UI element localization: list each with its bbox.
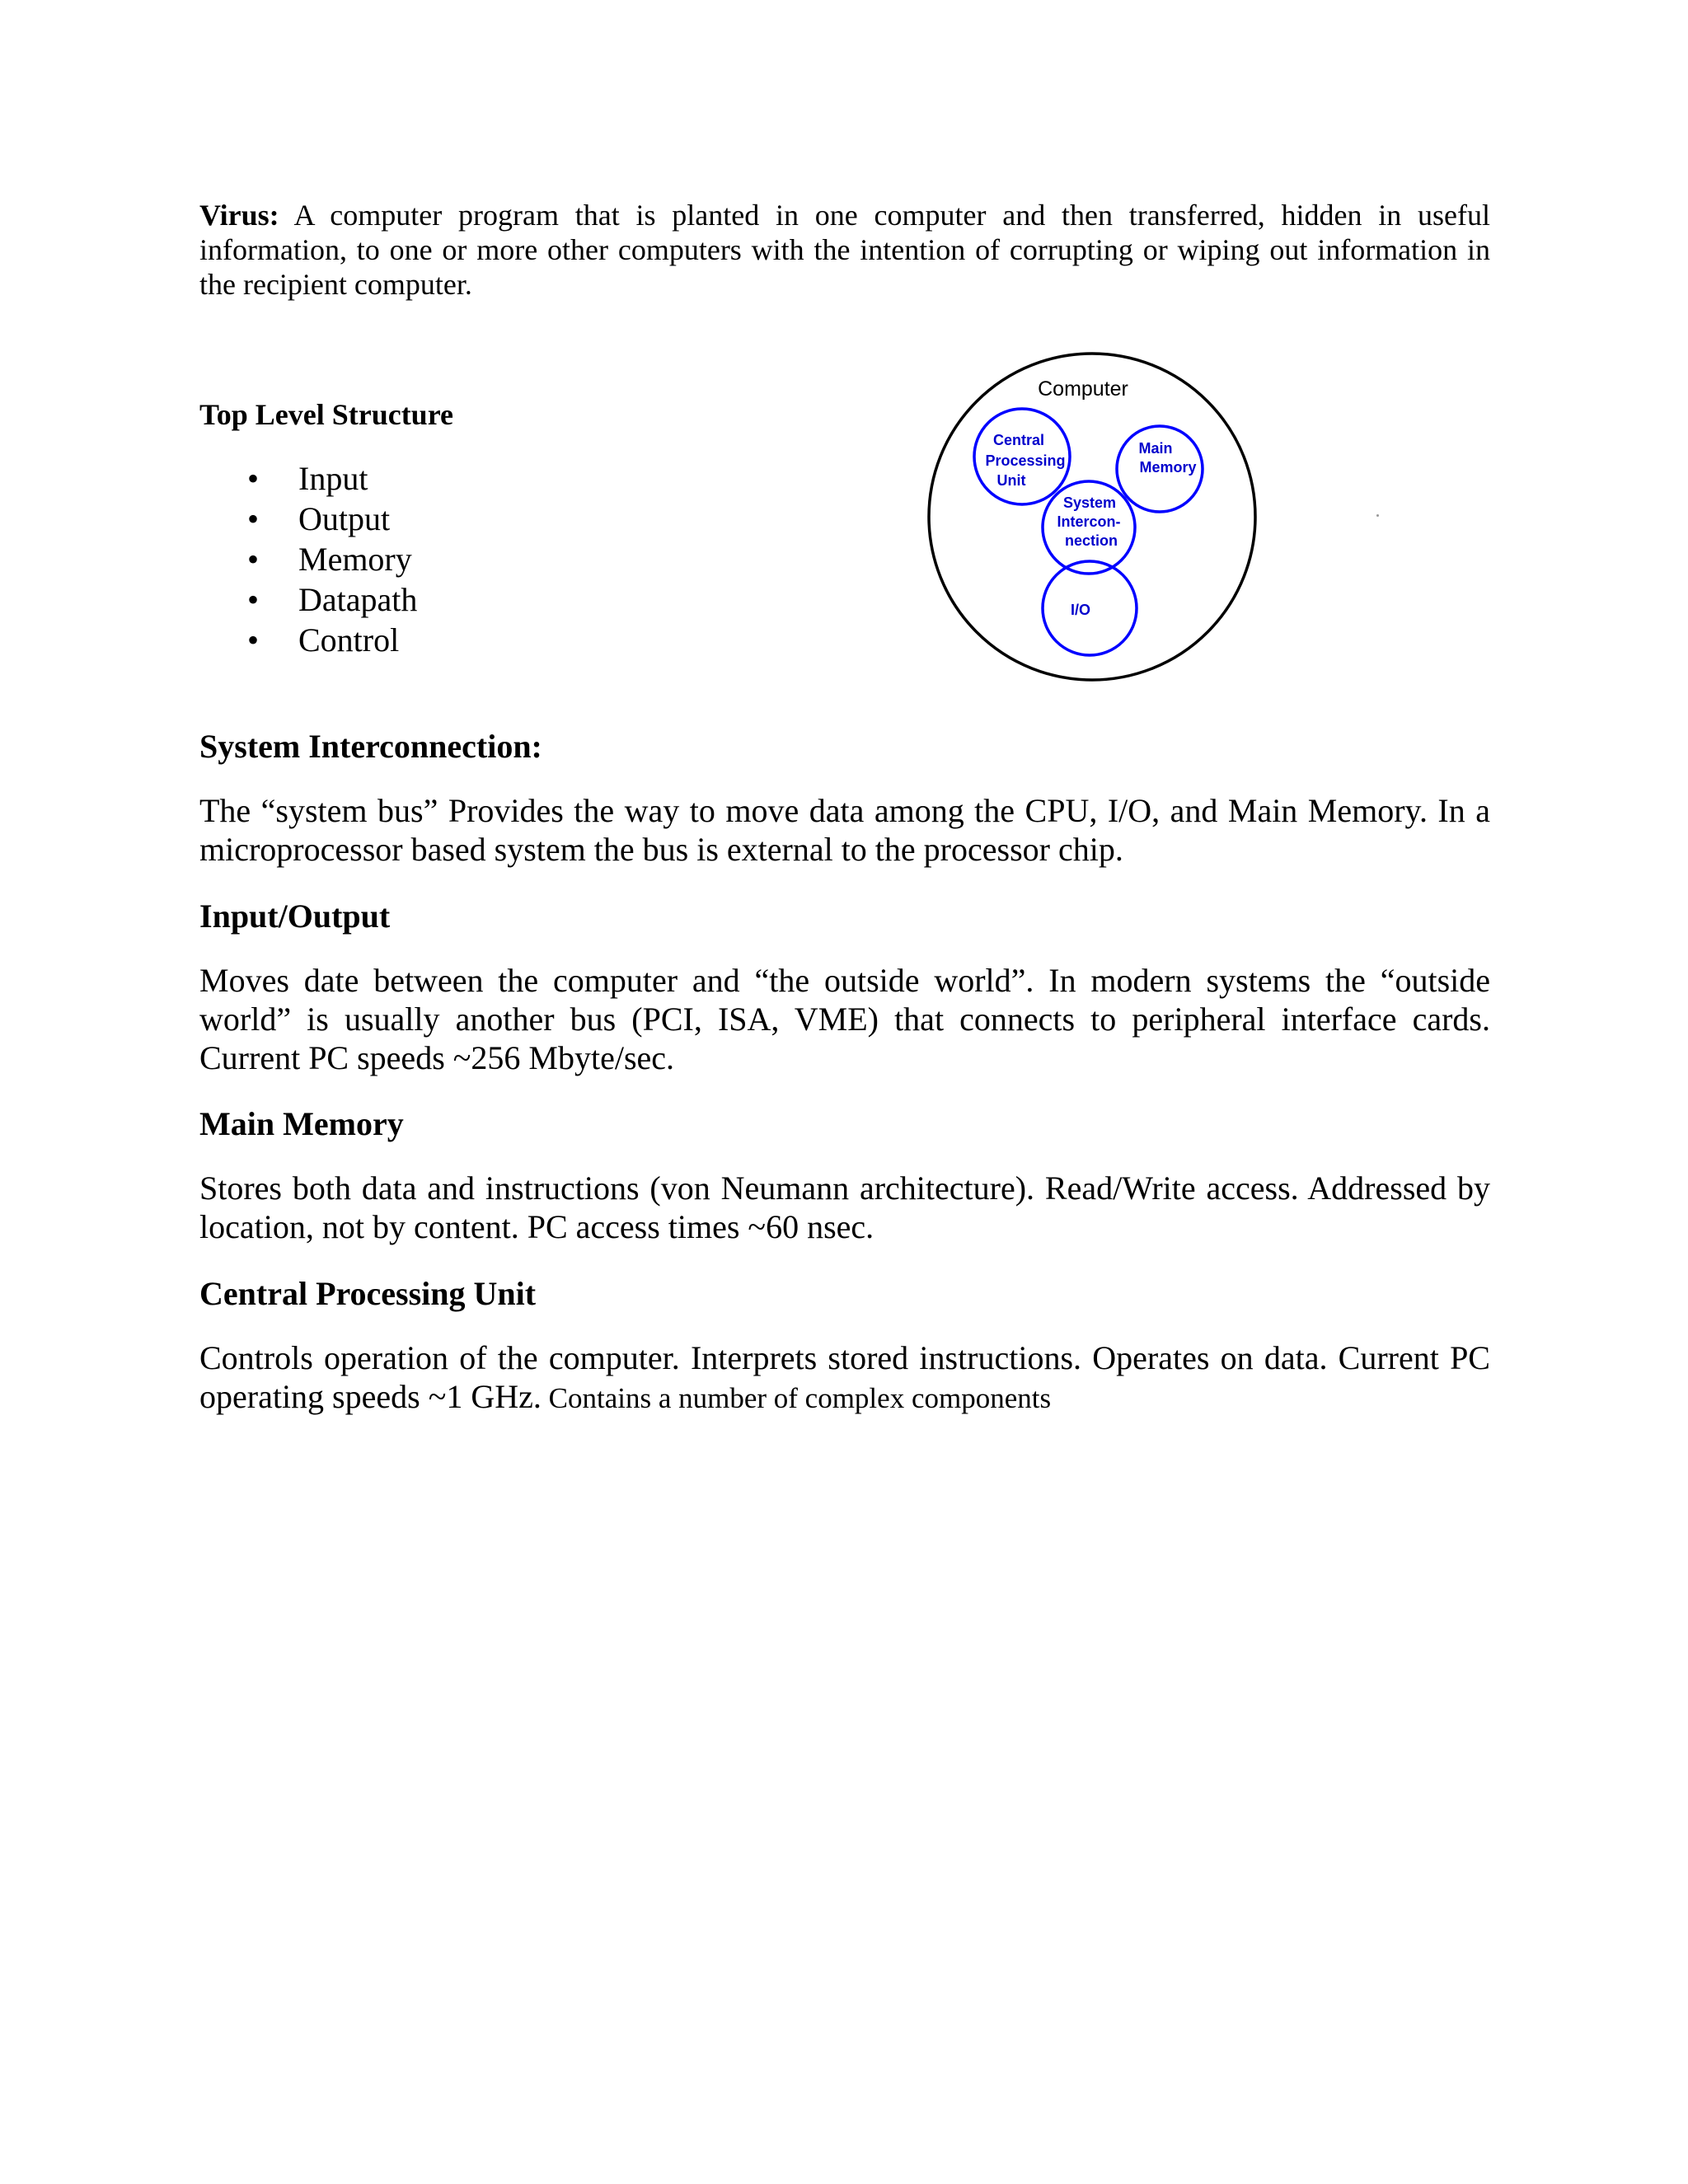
top-level-structure-heading: Top Level Structure [199, 398, 454, 431]
computer-structure-diagram [926, 351, 1258, 682]
virus-definition-text: A computer program that is planted in one computer and then transferred, hidden in useful information, to one or more other computers with the intention of corrupting or wiping out information in the recipient computer. [199, 199, 1490, 301]
list-item-label: Memory [298, 541, 412, 578]
list-item-label: Datapath [298, 581, 418, 618]
input-output-text: Moves date between the computer and “the outside world”. In modern systems the “outside world” is usually another bus (PCI, ISA, VME) that connects to peripheral interface cards. Current PC speeds ~256 Mbyte/sec. [199, 962, 1490, 1076]
bullet-icon: • [247, 460, 260, 497]
cpu-text [199, 1338, 1490, 1418]
interconnect-label-line-1: System [1062, 494, 1117, 511]
list-item [199, 579, 417, 620]
main-memory-text: Stores both data and instructions (von Neumann architecture). Read/Write access. Addressed by location, not by content. PC access times ~60 nsec. [199, 1169, 1490, 1245]
io-label: I/O [1070, 602, 1091, 618]
memory-label-line-2: Memory [1139, 459, 1197, 476]
list-item-label: Output [298, 500, 391, 537]
main-memory-heading: Main Memory [199, 1105, 404, 1142]
cpu-label-line-3: Unit [996, 472, 1026, 489]
list-item [199, 458, 417, 499]
bullet-icon: • [247, 500, 260, 537]
interconnect-label-line-2: Intercon- [1057, 513, 1121, 530]
bullet-icon: • [247, 541, 260, 578]
list-item [199, 539, 417, 579]
cpu-label-line-1: Central [992, 432, 1045, 448]
computer-label: Computer [1038, 377, 1128, 401]
bullet-icon: • [247, 581, 260, 618]
list-item [199, 620, 417, 660]
top-level-structure-list [199, 458, 417, 660]
cpu-heading: Central Processing Unit [199, 1275, 537, 1312]
memory-label-line-1: Main [1138, 440, 1173, 457]
bullet-icon: • [247, 621, 260, 658]
stray-mark [1376, 514, 1379, 517]
cpu-label-line-2: Processing [985, 452, 1066, 469]
system-interconnection-text: The “system bus” Provides the way to move data among the CPU, I/O, and Main Memory. In a microprocessor based system the bus is external to the processor chip. [199, 792, 1490, 868]
list-item-label: Input [298, 460, 368, 497]
list-item [199, 499, 417, 539]
cpu-text-main: Controls operation of the computer. Interprets stored instructions. Operates on data. Current PC operating speeds ~1 GHz. [199, 1339, 1490, 1415]
input-output-heading: Input/Output [199, 898, 391, 935]
interconnect-label-line-3: nection [1064, 532, 1118, 549]
virus-term: Virus: [199, 199, 279, 232]
virus-definition [199, 198, 1490, 302]
system-interconnection-heading: System Interconnection: [199, 728, 542, 765]
cpu-text-small: Contains a number of complex components [541, 1382, 1052, 1414]
list-item-label: Control [298, 621, 400, 658]
